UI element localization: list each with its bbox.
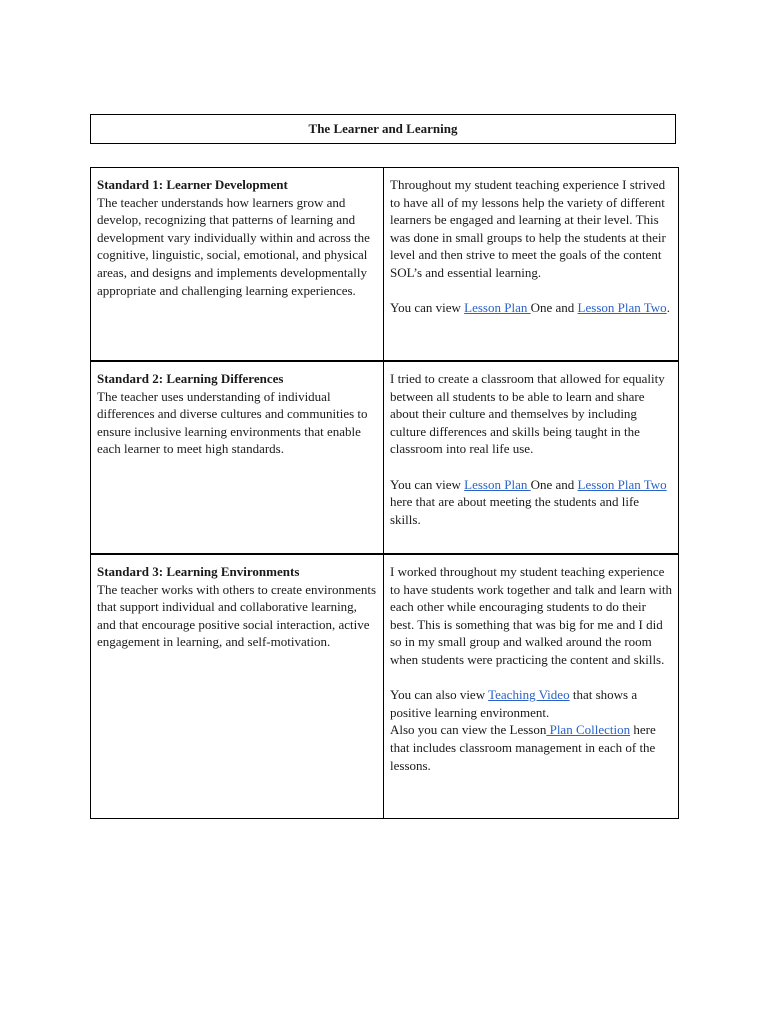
links-text: here that includes classroom management in each of the lessons.	[390, 722, 656, 773]
reflection-text: Throughout my student teaching experience I strived to have all of my lessons help the variety of different learners be engaged and learning at their level. This was done in small groups to help the students at their level and then strive to meet the goals of the content SOL’s and essential learning.	[390, 177, 666, 280]
reflection-text: I worked throughout my student teaching experience to have students work together and talk and learn with each other while encouraging students to do their best. This is something that was big for me and I did so in my small group and walked around the room when students were practicing the content and skills.	[390, 564, 672, 667]
links-paragraph	[390, 686, 672, 721]
reflection-text: I tried to create a classroom that allowed for equality between all students to be able to learn and share about their culture and themselves by including culture differences and skills being taught in the classroom into real life use.	[390, 371, 665, 457]
standard-heading: Standard 1: Learner Development	[97, 177, 288, 192]
lesson-plan-two-link[interactable]: Lesson Plan Two	[577, 476, 667, 492]
links-text: .	[666, 300, 670, 316]
links-paragraph	[390, 299, 672, 317]
teaching-video-link[interactable]: Teaching Video	[488, 687, 570, 703]
lesson-plan-one-link[interactable]: Lesson Plan	[464, 476, 531, 492]
reflection-cell	[384, 168, 679, 362]
page-title	[90, 114, 676, 144]
standard-description: The teacher works with others to create environments that support individual and collaborative learning, and that encourage positive social interaction, active engagement in learning, and self-motivation.	[97, 581, 377, 650]
links-text: One and	[530, 476, 578, 492]
reflection-cell	[384, 361, 679, 554]
table-row	[91, 361, 679, 554]
standards-table	[90, 167, 679, 819]
links-text: that shows a positive learning environment.	[390, 687, 638, 720]
standard-cell	[91, 168, 384, 362]
standard-description: The teacher understands how learners grow and develop, recognizing that patterns of learning and development vary individually within and across the cognitive, linguistic, social, emotional, and physical areas, and designs and implements developmentally appropriate and challenging learning experiences.	[97, 194, 370, 298]
standard-heading: Standard 2: Learning Differences	[97, 371, 284, 386]
page-title-text: The Learner and Learning	[308, 121, 458, 136]
links-text: One and	[530, 300, 578, 316]
standard-cell	[91, 361, 384, 554]
links-text: You can view	[390, 300, 465, 316]
links-text: You can also view	[390, 687, 489, 703]
standard-heading: Standard 3: Learning Environments	[97, 564, 300, 579]
links-text: Also you can view the Lesson	[390, 722, 547, 738]
plan-collection-link[interactable]: Plan Collection	[546, 722, 631, 738]
standard-description: The teacher uses understanding of individual differences and diverse cultures and communities to ensure inclusive learning environments that enable each learner to meet high standards.	[97, 388, 368, 457]
reflection-cell	[384, 554, 679, 819]
lesson-plan-two-link[interactable]: Lesson Plan Two	[577, 300, 667, 316]
table-row	[91, 168, 679, 362]
links-paragraph	[390, 476, 672, 529]
links-paragraph	[390, 721, 672, 774]
links-text: here that are about meeting the students and life skills.	[390, 494, 640, 527]
table-row	[91, 554, 679, 819]
links-text: You can view	[390, 476, 465, 492]
standard-cell	[91, 554, 384, 819]
lesson-plan-one-link[interactable]: Lesson Plan	[464, 300, 531, 316]
